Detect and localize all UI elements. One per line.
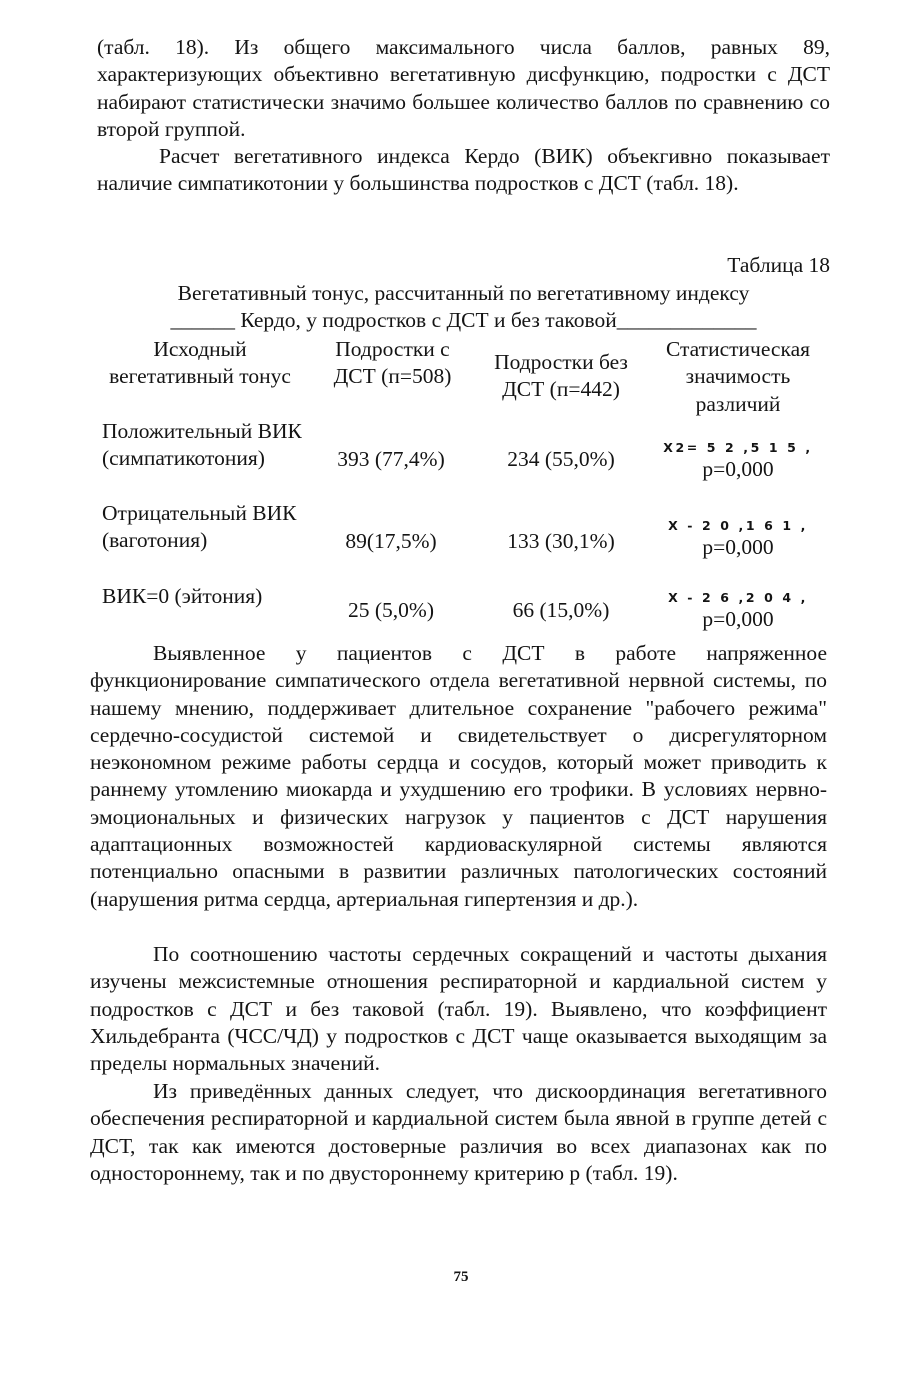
row-3-dst: 25 (5,0%): [348, 598, 434, 622]
row-1-dst: 393 (77,4%): [337, 447, 445, 471]
row-3-no-dst: 66 (15,0%): [512, 598, 610, 622]
row-3-chi: Х - 2 6 ,2 0 4 ,: [668, 590, 808, 605]
paragraph-conclusion: Из приведённых данных следует, что дискоординация вегетативного обеспечения респираторной и кардиальной систем была явной в группе детей с ДСТ, так как имеются достоверные различия во всех диапазонах как по одностороннему, так и по двустороннему критерию р (табл. 19).: [90, 1079, 827, 1185]
table-title-line1: Вегетативный тонус, рассчитанный по вегетативному индексу: [177, 281, 750, 305]
row-1-chi: Х2= 5 2 ,5 1 5 ,: [663, 440, 813, 455]
row-3-tone: ВИК=0 (эйтония): [102, 584, 263, 608]
table-title-line2: ______ Кердо, у подростков с ДСТ и без таковой_____________: [170, 308, 757, 333]
paragraph-hildebrandt: По соотношению частоты сердечных сокращений и частоты дыхания изучены межсистемные отношения респираторной и кардиальной систем у подростков с ДСТ и без таковой (табл. 19). Выявлено, что коэффициент Хильдебранта (ЧСС/ЧД) у подростков с ДСТ чаще оказывается выходящим за пределы нормальных значений.: [90, 942, 827, 1076]
row-1-p: р=0,000: [702, 457, 774, 481]
table-title: [97, 280, 830, 335]
row-1-tone: Положительный ВИК (симпатикотония): [102, 419, 302, 471]
header-significance: Статистическая значимость различий: [665, 337, 811, 416]
row-2-significance: [652, 518, 824, 561]
header-tone: Исходный вегетативный тонус: [109, 337, 291, 389]
page-number: 75: [453, 1269, 469, 1285]
row-2-dst: 89(17,5%): [345, 529, 437, 553]
header-dst: Подростки с ДСТ (п=508): [333, 337, 452, 389]
header-no-dst: Подростки без ДСТ (п=442): [494, 350, 628, 402]
row-2-tone: Отрицательный ВИК (ваготония): [102, 501, 297, 553]
paragraph-intro: (табл. 18). Из общего максимального числа баллов, равных 89, характеризующих объективно вегетативную дисфункцию, подростки с ДСТ набирают статистически значимо большее количество баллов по сравнению со второй группой.: [97, 35, 830, 141]
row-2-no-dst: 133 (30,1%): [507, 529, 615, 553]
row-2-chi: Х - 2 0 ,1 6 1 ,: [668, 518, 808, 533]
paragraph-kerdo: Расчет вегетативного индекса Кердо (ВИК) объекгивно показывает наличие симпатикотонии у большинства подростков с ДСТ (табл. 18).: [97, 144, 830, 196]
row-3-p: р=0,000: [702, 607, 774, 631]
row-1-significance: [652, 440, 824, 483]
row-2-p: р=0,000: [702, 535, 774, 559]
table-label: Таблица 18: [727, 253, 830, 277]
row-3-significance: [652, 590, 824, 633]
paragraph-discussion: Выявленное у пациентов с ДСТ в работе напряженное функционирование симпатического отдела вегетативной нервной системы, по нашему мнению, поддерживает длительное сохранение "рабочего режима" сердечно-сосудистой системой и свидетельствует о дисрегуляторном неэкономном режиме работы сердца и сосудов, который может приводить к раннему утомлению миокарда и ухудшению его трофики. В условиях нервно-эмоциональных и физических нагрузок у пациентов с ДСТ нарушения адаптационных возможностей кардиоваскулярной системы являются потенциально опасными в развитии различных патологических состояний (нарушения ритма сердца, артериальная гипертензия и др.).: [90, 641, 827, 911]
row-1-no-dst: 234 (55,0%): [507, 447, 615, 471]
